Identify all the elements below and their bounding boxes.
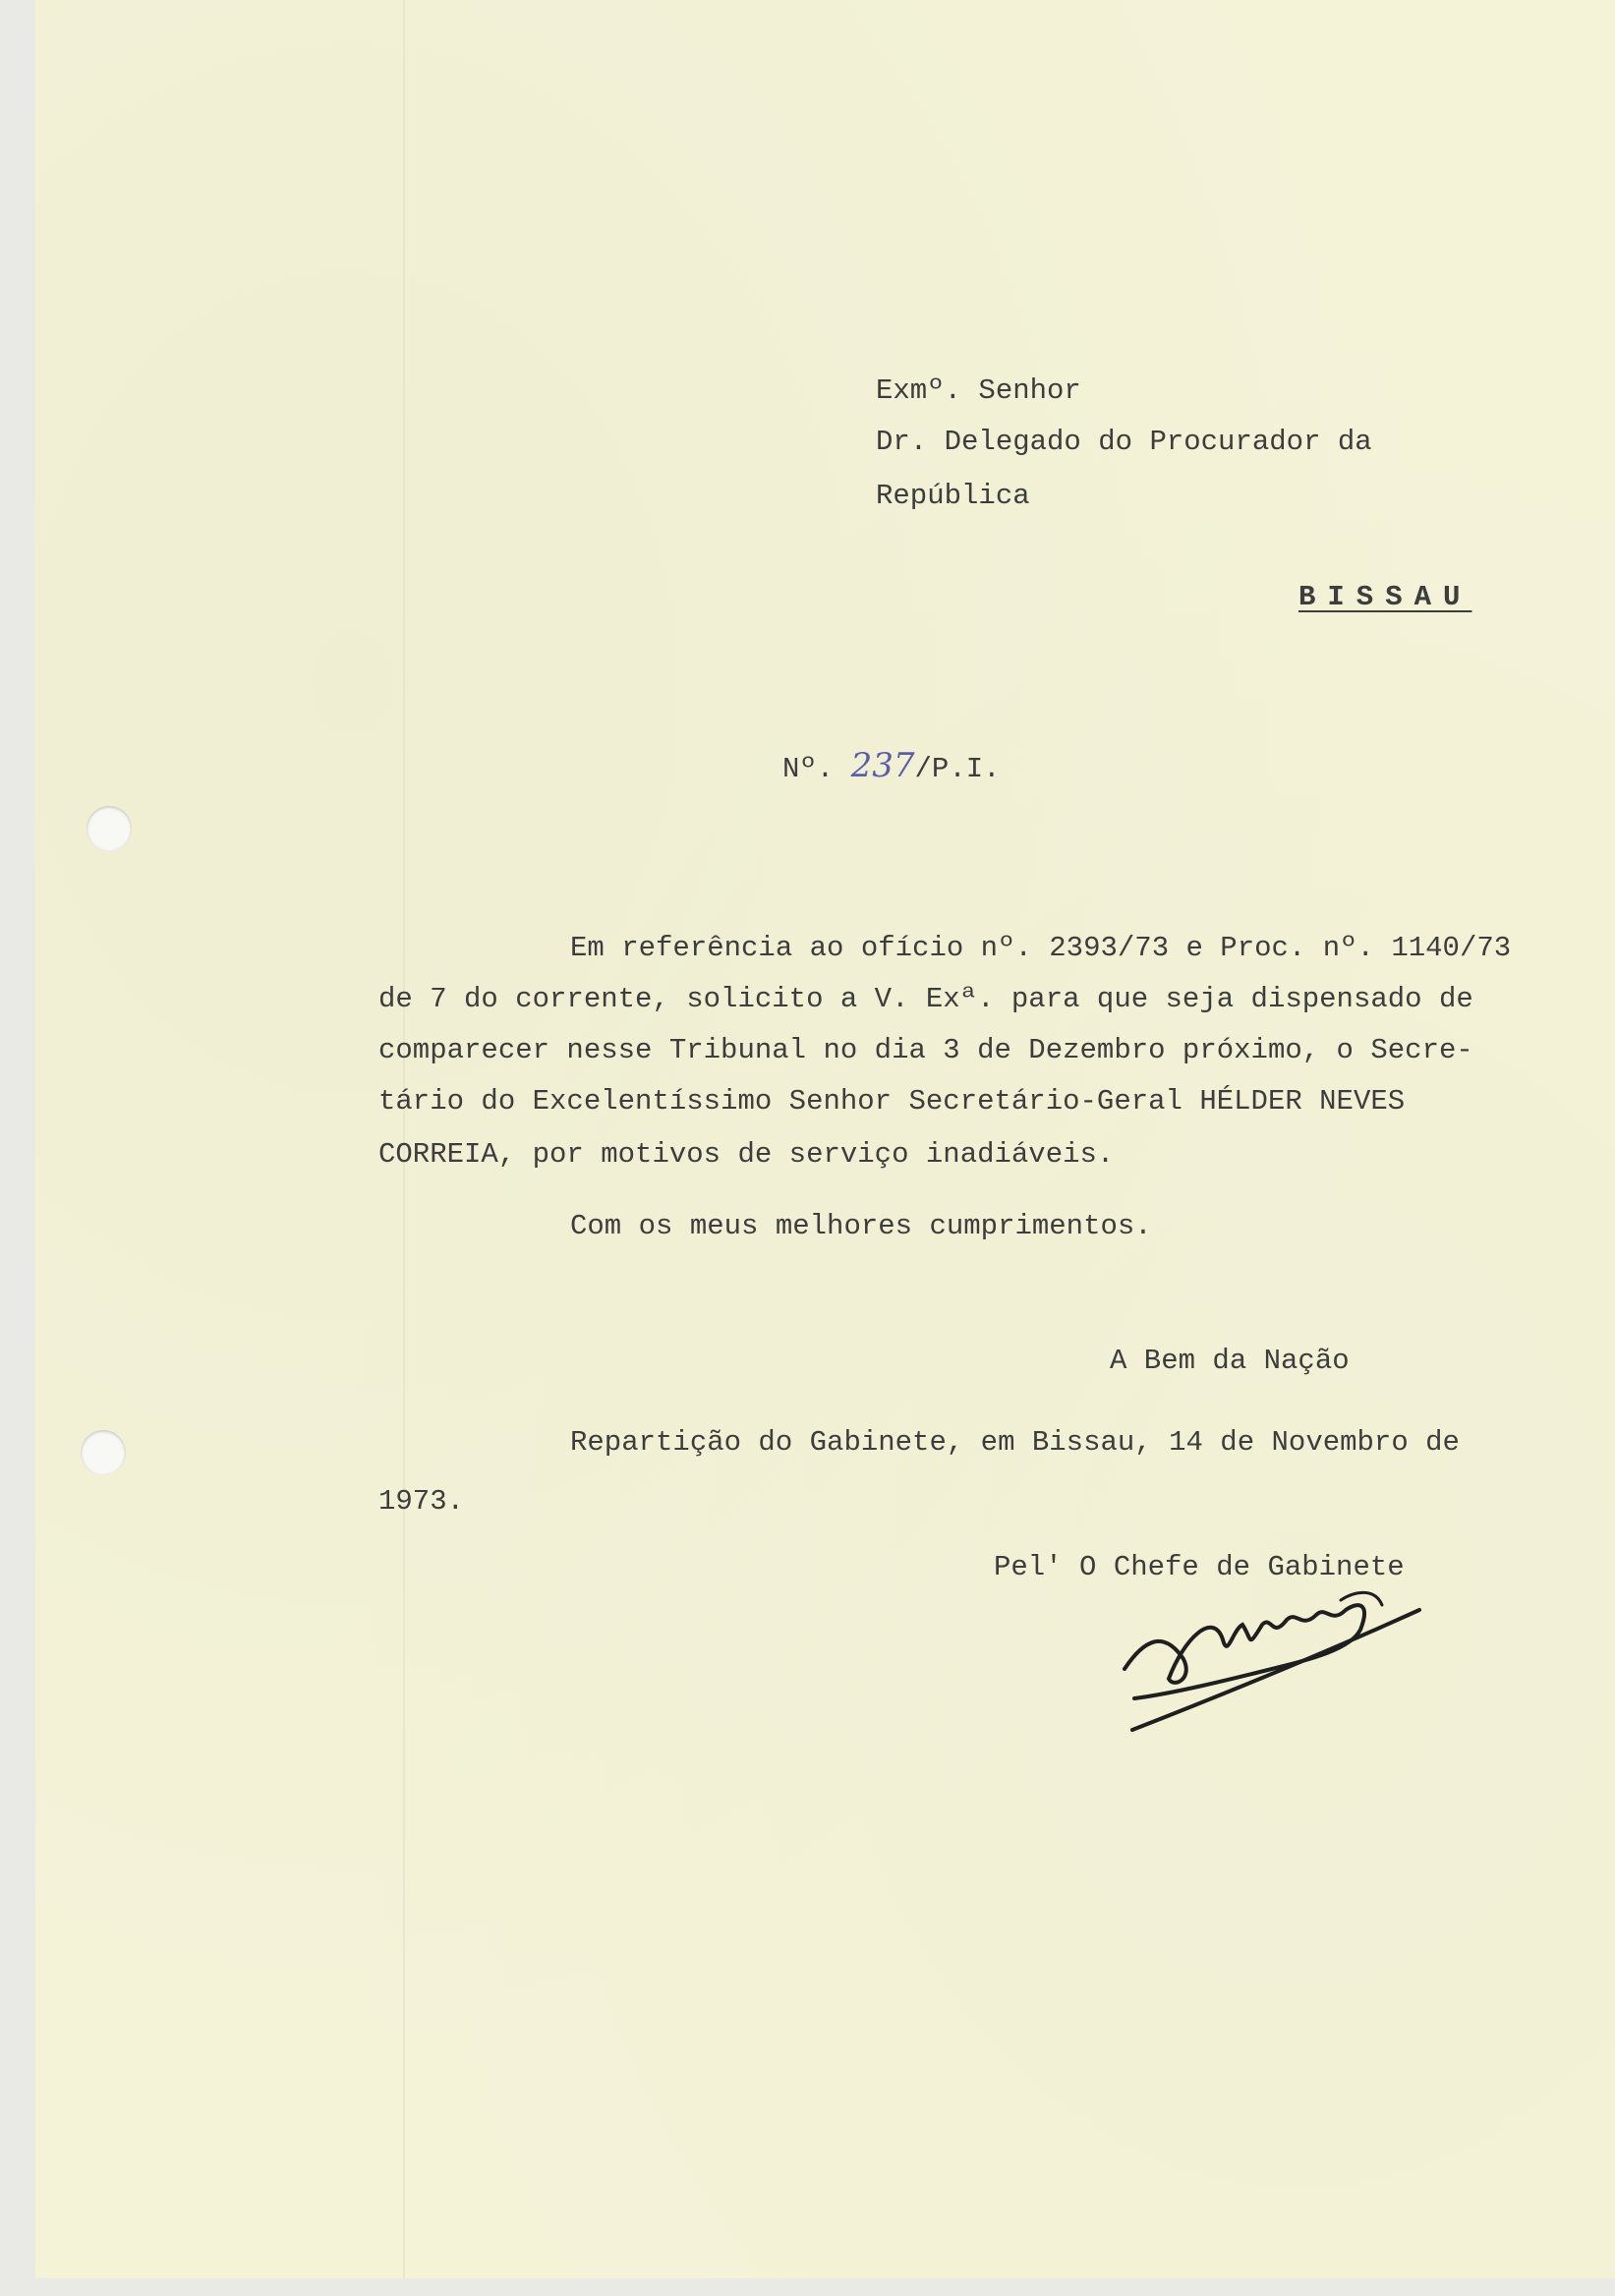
- handwritten-signature: [1115, 1571, 1439, 1748]
- reference-prefix: Nº.: [782, 753, 835, 785]
- addressee-line-3: República: [876, 480, 1030, 512]
- body-line-5: CORREIA, por motivos de serviço inadiáveis.: [378, 1138, 1115, 1171]
- punch-hole-top: [87, 806, 132, 851]
- reference-handwritten-number: 237: [850, 746, 915, 785]
- reference-number: [782, 746, 1001, 785]
- document-page: [35, 0, 1615, 2278]
- body-line-2: de 7 do corrente, solicito a V. Exª. para que seja dispensado de: [378, 983, 1473, 1015]
- greeting-line: Com os meus melhores cumprimentos.: [570, 1210, 1152, 1242]
- closing-place-date: Repartição do Gabinete, em Bissau, 14 de Novembro de: [570, 1426, 1460, 1459]
- closing-signatory: Pel' O Chefe de Gabinete: [994, 1551, 1405, 1583]
- punch-hole-bottom: [81, 1430, 126, 1475]
- addressee-line-2: Dr. Delegado do Procurador da: [876, 426, 1372, 458]
- closing-salutation: A Bem da Nação: [1110, 1345, 1350, 1377]
- addressee-line-1: Exmº. Senhor: [876, 374, 1081, 407]
- closing-year: 1973.: [378, 1485, 465, 1518]
- body-line-4: tário do Excelentíssimo Senhor Secretário-Geral HÉLDER NEVES: [378, 1085, 1406, 1118]
- body-line-1: Em referência ao ofício nº. 2393/73 e Proc. nº. 1140/73: [570, 932, 1512, 964]
- body-line-3: comparecer nesse Tribunal no dia 3 de Dezembro próximo, o Secre-: [378, 1034, 1473, 1066]
- reference-suffix: /P.I.: [914, 753, 1001, 785]
- addressee-city: BISSAU: [1298, 581, 1472, 613]
